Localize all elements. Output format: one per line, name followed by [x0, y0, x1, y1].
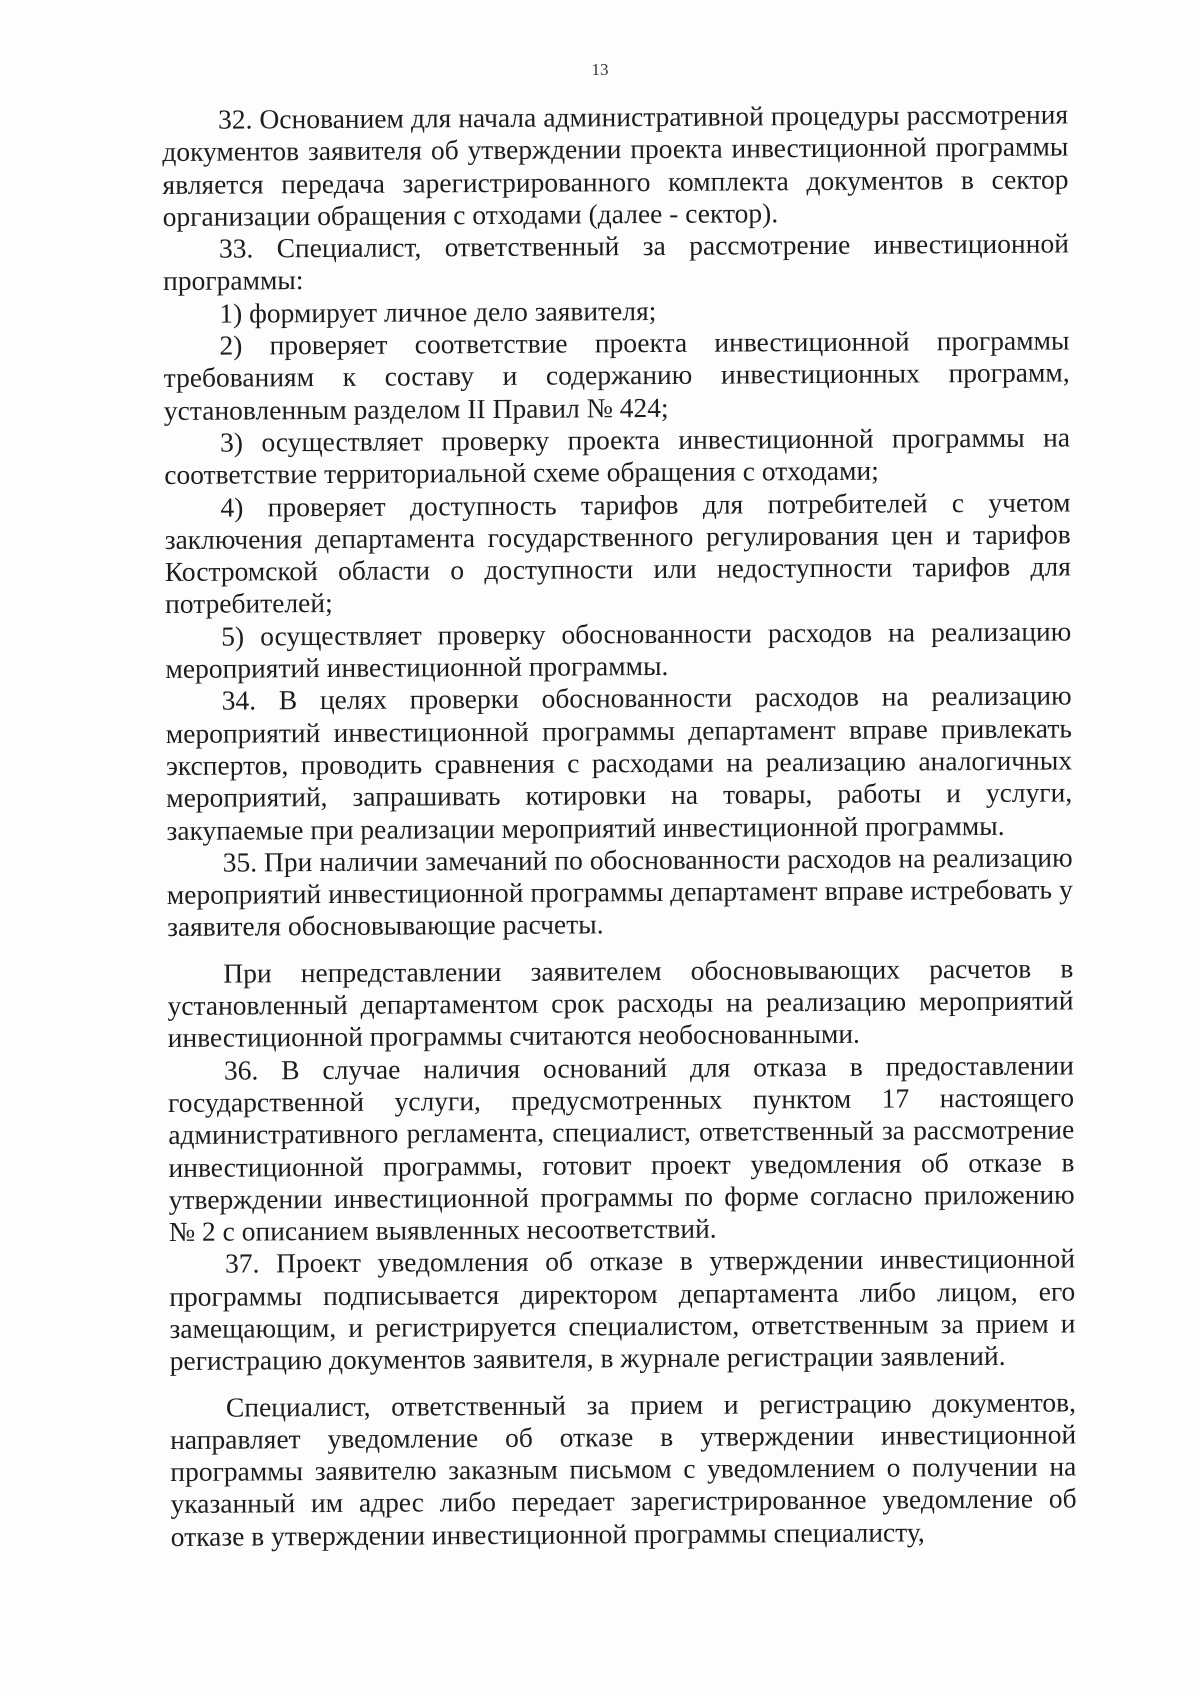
document-body: [162, 98, 1077, 1553]
paragraph-33-item-4: 4) проверяет доступность тарифов для потребителей с учетом заключения департамента государственного регулирования цен и тарифов Костромской области о доступности или недоступности тарифов для потребителей;: [164, 486, 1071, 620]
paragraph-36: 36. В случае наличия оснований для отказа в предоставлении государственной услуги, предусмотренных пунктом 17 настоящего административного регламента, специалист, ответственный за рассмотрение инвестиционной программы, готовит проект уведомления об отказе в утверждении инвестиционной программы по форме согласно приложению № 2 с описанием выявленных несоответствий.: [168, 1049, 1075, 1248]
paragraph-35: 35. При наличии замечаний по обоснованности расходов на реализацию мероприятий инвестиционной программы департамент вправе истребовать у заявителя обосновывающие расчеты.: [166, 841, 1073, 943]
paragraph-33: 33. Специалист, ответственный за рассмотрение инвестиционной программы:: [162, 227, 1069, 297]
paragraph-32: 32. Основанием для начала административной процедуры рассмотрения документов заявителя об утверждении проекта инвестиционной программы является передача зарегистрированного комплекта документов в сектор организации обращения с отходами (далее - сектор).: [162, 98, 1069, 232]
paragraph-33-item-2: 2) проверяет соответствие проекта инвестиционной программы требованиям к составу и содержанию инвестиционных программ, установленным разделом II Правил № 424;: [163, 324, 1070, 426]
paragraph-33-item-1: 1) формирует личное дело заявителя;: [219, 294, 657, 329]
paragraph-34: 34. В целях проверки обоснованности расходов на реализацию мероприятий инвестиционной программы департамент вправе привлекать экспертов, проводить сравнения с расходами на реализацию аналогичных мероприятий, запрашивать котировки на товары, работы и услуги, закупаемые при реализации мероприятий инвестиционной программы.: [165, 679, 1073, 846]
paragraph-35-continuation: При непредставлении заявителем обосновывающих расчетов в установленный департаментом срок расходы на реализацию мероприятий инвестиционной программы считаются необоснованными.: [167, 952, 1074, 1054]
page-number: 13: [591, 60, 609, 79]
paragraph-37-continuation: Специалист, ответственный за прием и регистрацию документов, направляет уведомление об отказе в утверждении инвестиционной программы заявителю заказным письмом с уведомлением о получении на указанный им адрес либо передает зарегистрированное уведомление об отказе в утверждении инвестиционной программы специалисту,: [170, 1386, 1077, 1552]
paragraph-37: 37. Проект уведомления об отказе в утверждении инвестиционной программы подписывается директором департамента либо лицом, его замещающим, и регистрируется специалистом, ответственным за прием и регистрацию документов заявителя, в журнале регистрации заявлений.: [169, 1242, 1076, 1377]
paragraph-33-item-5: 5) осуществляет проверку обоснованности расходов на реализацию мероприятий инвестиционной программы.: [165, 615, 1072, 685]
paragraph-33-item-3: 3) осуществляет проверку проекта инвестиционной программы на соответствие территориальной схеме обращения с отходами;: [164, 421, 1071, 491]
